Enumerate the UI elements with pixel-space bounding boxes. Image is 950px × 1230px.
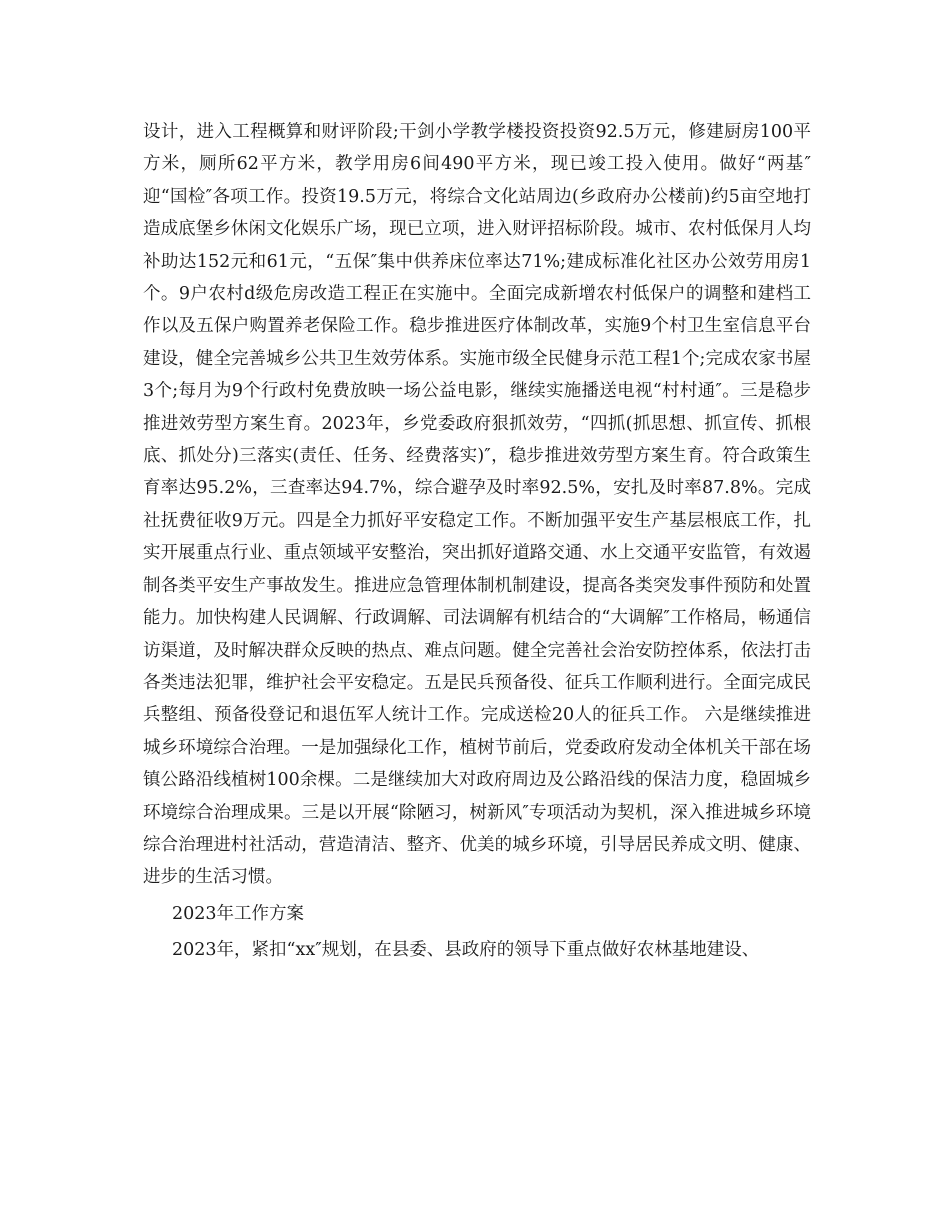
document-body xyxy=(143,116,811,967)
paragraph-work-summary: 设计，进入工程概算和财评阶段;干剑小学教学楼投资投资92.5万元，修建厨房100平方米，厕所62平方米，教学用房6间490平方米，现已竣工投入使用。做好“两基″迎“国检″各项工作。投资19.5万元，将综合文化站周边(乡政府办公楼前)约5亩空地打造成底堡乡休闲文化娱乐广场，现已立项，进入财评招标阶段。城市、农村低保月人均补助达152元和61元，“五保″集中供养床位率达71%;建成标准化社区办公效劳用房1个。9户农村d级危房改造工程正在实施中。全面完成新增农村低保户的调整和建档工作以及五保户购置养老保险工作。稳步推进医疗体制改革，实施9个村卫生室信息平台建设，健全完善城乡公共卫生效劳体系。实施市级全民健身示范工程1个;完成农家书屋3个;每月为9个行政村免费放映一场公益电影，继续实施播送电视“村村通″。三是稳步推进效劳型方案生育。2023年，乡党委政府狠抓效劳，“四抓(抓思想、抓宣传、抓根底、抓处分)三落实(责任、任务、经费落实)″，稳步推进效劳型方案生育。符合政策生育率达95.2%，三查率达94.7%，综合避孕及时率92.5%，安扎及时率87.8%。完成社抚费征收9万元。四是全力抓好平安稳定工作。不断加强平安生产基层根底工作，扎实开展重点行业、重点领域平安整治，突出抓好道路交通、水上交通平安监管，有效遏制各类平安生产事故发生。推进应急管理体制机制建设，提高各类突发事件预防和处置能力。加快构建人民调解、行政调解、司法调解有机结合的“大调解″工作格局，畅通信访渠道，及时解决群众反映的热点、难点问题。健全完善社会治安防控体系，依法打击各类违法犯罪，维护社会平安稳定。五是民兵预备役、征兵工作顺利进行。全面完成民兵整组、预备役登记和退伍军人统计工作。完成送检20人的征兵工作。 六是继续推进城乡环境综合治理。一是加强绿化工作，植树节前后，党委政府发动全体机关干部在场镇公路沿线植树100余棵。二是继续加大对政府周边及公路沿线的保洁力度，稳固城乡环境综合治理成果。三是以开展“除陋习，树新风″专项活动为契机，深入推进城乡环境综合治理进村社活动，营造清洁、整齐、优美的城乡环境，引导居民养成文明、健康、进步的生活习惯。 xyxy=(143,122,811,888)
paragraph-work-plan: 2023年，紧扣“xx″规划，在县委、县政府的领导下重点做好农林基地建设、 xyxy=(172,940,760,961)
section-heading-work-plan: 2023年工作方案 xyxy=(172,903,305,924)
